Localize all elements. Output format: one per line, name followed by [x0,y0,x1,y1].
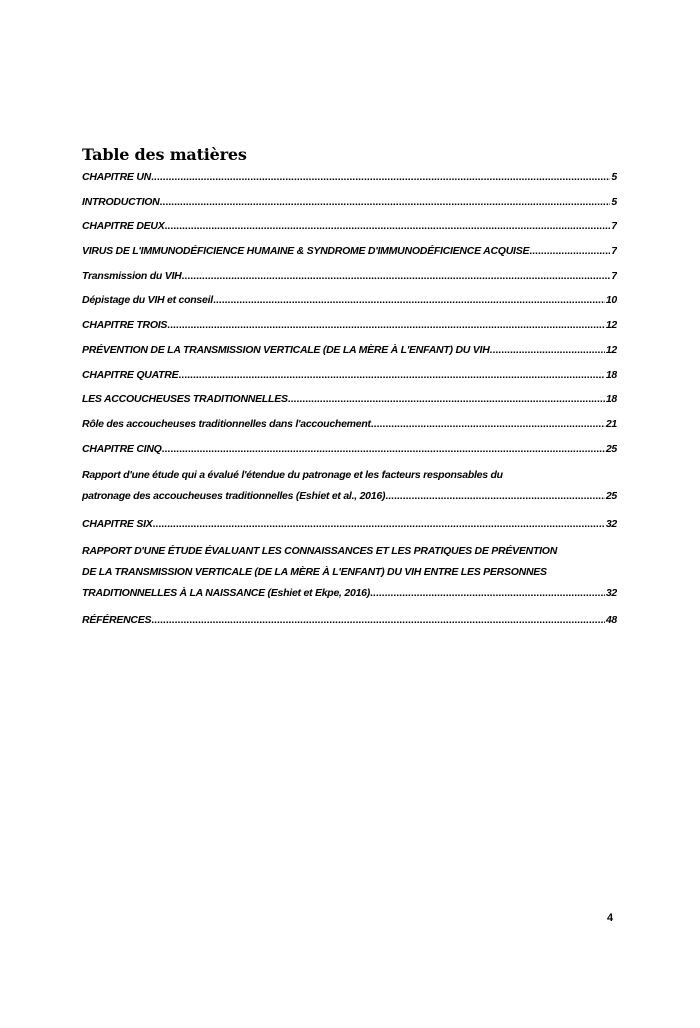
toc-page-number: 18 [605,368,617,381]
toc-entry-chapitre-quatre[interactable] [82,367,617,383]
toc-entry-chapitre-cinq[interactable] [82,441,617,457]
toc-page-number: 25 [605,442,617,455]
toc-entry-title-line: RAPPORT D'UNE ÉTUDE ÉVALUANT LES CONNAISSANCES ET LES PRATIQUES DE PRÉVENTION [82,544,558,557]
dot-leader [151,169,610,185]
dot-leader [490,342,605,358]
toc-entry-title: RÉFÉRENCES [82,614,152,627]
toc-entry-title: CHAPITRE UN [82,171,152,183]
toc-entry-introduction[interactable] [82,194,617,210]
toc-page-number: 7 [611,245,617,258]
toc-page-number: 32 [605,586,617,599]
toc-entry-chapitre-deux[interactable] [82,218,617,234]
toc-page-number: 7 [611,269,617,282]
toc-page-number: 12 [605,319,617,332]
toc-entry-rapport-connaissances[interactable] [82,541,617,604]
toc-page-number: 10 [605,294,617,307]
dot-leader [178,367,604,383]
dot-leader [385,486,605,507]
toc-page-number: 21 [605,417,617,430]
toc-page-number: 5 [611,171,617,183]
toc-entry-vih-sida[interactable] [82,243,617,259]
dot-leader [371,416,605,432]
toc-entry-role-accoucheuses[interactable] [82,416,617,432]
toc-entry-title-line: DE LA TRANSMISSION VERTICALE (DE LA MÈRE À L'ENFANT) DU VIH ENTRE LES PERSONNES [82,565,547,578]
toc-entry-title: CHAPITRE CINQ [82,442,162,455]
toc-entry-title: Transmission du VIH [82,269,182,282]
toc-entry-depistage[interactable] [82,292,617,308]
dot-leader [153,516,605,532]
toc-entry-title: patronage des accoucheuses traditionnelles (Eshiet et al., 2016) [82,490,386,503]
dot-leader [160,194,611,210]
dot-leader [167,317,605,333]
page-number: 4 [607,912,614,924]
toc-page-number: 7 [611,220,617,233]
dot-leader [165,218,611,234]
toc-entry-prevention[interactable] [82,342,617,358]
dot-leader [162,441,605,457]
dot-leader [370,583,605,604]
toc-entry-accoucheuses[interactable] [82,391,617,407]
dot-leader [182,268,611,284]
table-of-contents [82,169,617,637]
toc-entry-title: Dépistage du VIH et conseil [82,294,213,307]
toc-entry-title: CHAPITRE TROIS [82,319,168,332]
toc-entry-title: CHAPITRE SIX [82,517,153,530]
toc-entry-chapitre-six[interactable] [82,516,617,532]
dot-leader [213,292,605,308]
toc-entry-title: PRÉVENTION DE LA TRANSMISSION VERTICALE (DE LA MÈRE À L'ENFANT) DU VIH [82,343,490,356]
dot-leader [529,243,610,259]
toc-title: Table des matières [82,145,247,164]
toc-entry-title: INTRODUCTION [82,195,160,208]
toc-entry-chapitre-trois[interactable] [82,317,617,333]
dot-leader [288,391,605,407]
toc-page-number: 32 [605,517,617,530]
toc-entry-title-line: Rapport d'une étude qui a évalué l'étendue du patronage et les facteurs responsables du [82,469,503,482]
toc-page-number: 12 [605,343,617,356]
toc-page-number: 25 [605,490,617,503]
toc-entry-title: CHAPITRE DEUX [82,220,165,233]
toc-page-number: 5 [611,195,617,208]
toc-entry-rapport-patronage[interactable] [82,465,617,507]
toc-entry-title: VIRUS DE L'IMMUNODÉFICIENCE HUMAINE & SYNDROME D'IMMUNODÉFICIENCE ACQUISE [82,245,530,258]
toc-entry-references[interactable] [82,612,617,628]
toc-entry-title: LES ACCOUCHEUSES TRADITIONNELLES [82,393,288,406]
toc-entry-transmission-vih[interactable] [82,268,617,284]
toc-entry-chapitre-un[interactable] [82,169,617,185]
toc-page-number: 48 [605,614,617,627]
toc-entry-title: CHAPITRE QUATRE [82,368,179,381]
toc-entry-title: Rôle des accoucheuses traditionnelles dans l'accouchement [82,417,371,430]
toc-entry-title: TRADITIONNELLES À LA NAISSANCE (Eshiet et Ekpe, 2016) [82,586,370,599]
toc-page-number: 18 [605,393,617,406]
dot-leader [151,612,605,628]
